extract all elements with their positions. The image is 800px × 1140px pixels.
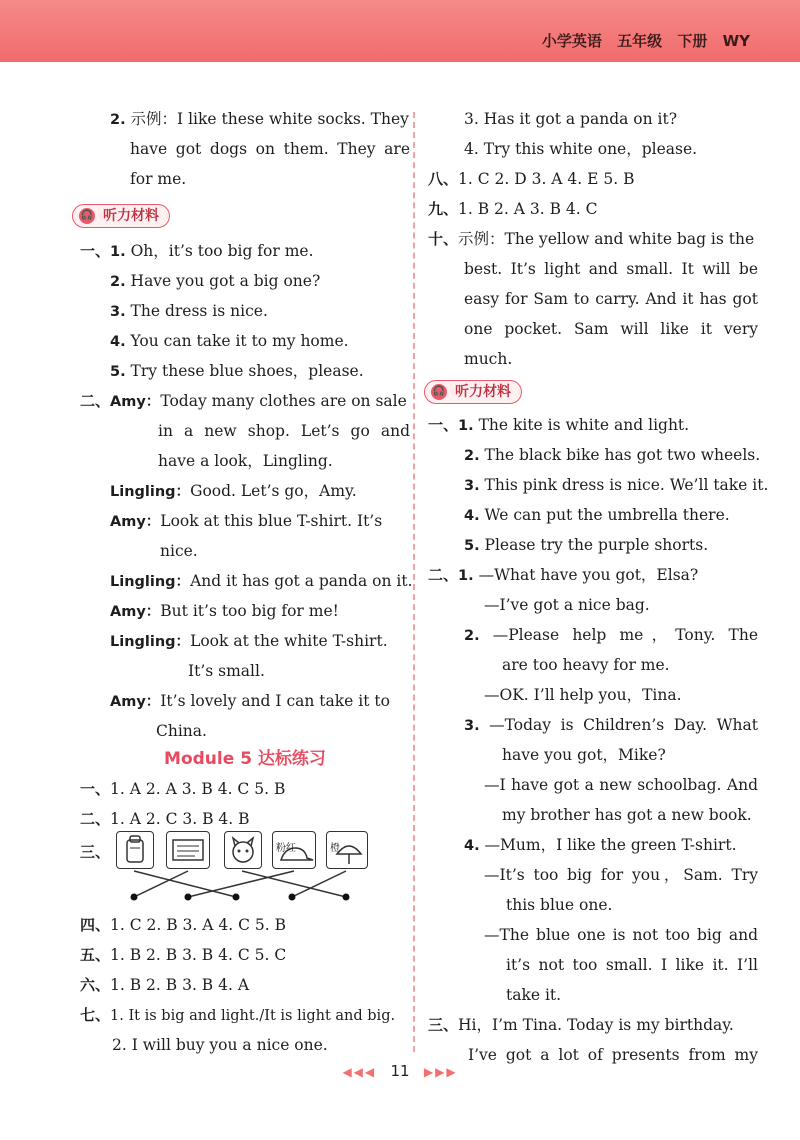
dialog-line: Lingling：Good. Let’s go，Amy. (110, 482, 357, 500)
column-divider (413, 112, 415, 1052)
list-item: 5. Please try the purple shorts. (464, 536, 709, 554)
answer-line: best. It’s light and small. It will be (464, 260, 758, 278)
passage-line: I’ve got a lot of presents from my (468, 1046, 758, 1064)
answer-row: 四、1. C 2. B 3. A 4. C 5. B (80, 916, 286, 934)
headphones-icon: 🎧 (79, 208, 95, 224)
list-item: 2. Have you got a big one? (110, 272, 321, 290)
dialog-line: take it. (506, 986, 562, 1004)
answer-line: one pocket. Sam will like it very (464, 320, 758, 338)
list-item: 2. The black bike has got two wheels. (464, 446, 761, 464)
book-picture (166, 831, 210, 869)
pink-label: 粉红 (276, 843, 296, 854)
answer-row: 十、示例：The yellow and white bag is the (428, 230, 755, 248)
dialog-line: —OK. I’ll help you，Tina. (484, 686, 682, 704)
dialog-line: my brother has got a new book. (502, 806, 752, 824)
answer-row: 五、1. B 2. B 3. B 4. C 5. C (80, 946, 287, 964)
answer-line: for me. (130, 170, 187, 188)
answer-line: easy for Sam to carry. And it has got (464, 290, 758, 308)
section-line: 三、Hi，I’m Tina. Today is my birthday. (428, 1016, 734, 1034)
page-footer (0, 1062, 800, 1080)
orange-label: 橙 (330, 843, 340, 854)
dialog-line: in a new shop. Let’s go and (158, 422, 410, 440)
section-line: 二、1. —What have you got，Elsa? (428, 566, 699, 584)
dialog-line: nice. (160, 542, 198, 560)
bag-picture (116, 831, 154, 869)
answer-row: 2. I will buy you a nice one. (112, 1036, 328, 1054)
dialog-line: —The blue one is not too big and (484, 926, 758, 944)
dialog-line: 2. —Please help me，Tony. The (464, 626, 758, 644)
answer-line: 2. 示例：I like these white socks. They (110, 110, 409, 128)
list-item: 3. This pink dress is nice. We’ll take it. (464, 476, 769, 494)
cap-picture (272, 831, 316, 869)
right-arrows-icon: ▶▶▶ (423, 1065, 458, 1079)
picture-match-row: 三、 粉红 橙 (80, 837, 410, 913)
dialog-line: have you got，Mike? (502, 746, 666, 764)
list-item: 5. Try these blue shoes，please. (110, 362, 364, 380)
dialog-line: —It’s too big for you，Sam. Try (484, 866, 758, 884)
dialog-line: Lingling：And it has got a panda on it. (110, 572, 413, 590)
dialog-line: Amy：Look at this blue T-shirt. It’s (110, 512, 383, 530)
dialog-line: it’s not too small. I like it. I’ll (506, 956, 758, 974)
listening-badge: 🎧 听力材料 (424, 380, 522, 404)
dialog-line: China. (156, 722, 207, 740)
answer-row: 七、1. It is big and light./It is light and big. (80, 1006, 396, 1024)
dialog-line: —I have got a new schoolbag. And (484, 776, 758, 794)
dialog-line: 4. —Mum，I like the green T-shirt. (464, 836, 737, 854)
picture-match (116, 831, 366, 903)
answer-row: 一、1. A 2. A 3. B 4. C 5. B (80, 780, 286, 798)
module-title: Module 5 达标练习 (164, 749, 326, 769)
header-banner (0, 0, 800, 62)
answer-line: much. (464, 350, 513, 368)
answer-row: 六、1. B 2. B 3. B 4. A (80, 976, 250, 994)
dialog-line: Amy：It’s lovely and I can take it to (110, 692, 390, 710)
dialog-line: It’s small. (188, 662, 265, 680)
answer-line: have got dogs on them. They are (130, 140, 410, 158)
dialog-line: have a look，Lingling. (158, 452, 333, 470)
headphones-icon: 🎧 (431, 384, 447, 400)
left-arrows-icon: ◀◀◀ (342, 1065, 377, 1079)
cat-bag-picture (224, 831, 262, 869)
dialog-line: this blue one. (506, 896, 613, 914)
header-subject: 小学英语 五年级 下册 WY (541, 32, 750, 50)
dialog-line: 3. —Today is Children’s Day. What (464, 716, 758, 734)
answer-row: 九、1. B 2. A 3. B 4. C (428, 200, 598, 218)
page-number: 11 (390, 1062, 410, 1080)
answer-row: 八、1. C 2. D 3. A 4. E 5. B (428, 170, 635, 188)
dialog-line: —I’ve got a nice bag. (484, 596, 650, 614)
list-item: 4. You can take it to my home. (110, 332, 349, 350)
matching-lines (116, 869, 376, 903)
dialog-line: are too heavy for me. (502, 656, 670, 674)
list-item: 3. The dress is nice. (110, 302, 268, 320)
dialog-line: Lingling：Look at the white T-shirt. (110, 632, 388, 650)
section-line: 一、1. The kite is white and light. (428, 416, 690, 434)
listening-badge: 🎧 听力材料 (72, 204, 170, 228)
list-item: 4. We can put the umbrella there. (464, 506, 730, 524)
answer-line: 3. Has it got a panda on it? (464, 110, 678, 128)
answer-row: 二、1. A 2. C 3. B 4. B (80, 810, 250, 828)
section-line: 一、1. Oh，it’s too big for me. (80, 242, 314, 260)
dialog-line: Amy：But it’s too big for me! (110, 602, 339, 620)
dialog-line: 二、Amy：Today many clothes are on sale (80, 392, 407, 410)
umbrella-picture (326, 831, 368, 869)
answer-line: 4. Try this white one，please. (464, 140, 698, 158)
